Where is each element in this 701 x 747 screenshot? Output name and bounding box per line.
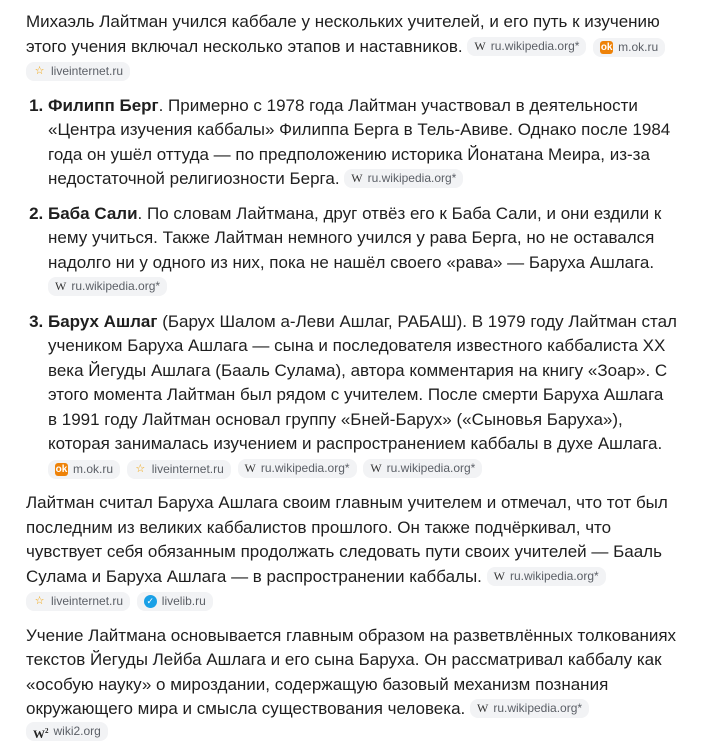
source-chip-liveinternet[interactable]: ☆ liveinternet.ru (127, 460, 231, 479)
teacher-text: (Барух Шалом а-Леви Ашлаг, РАБАШ). В 1979 году Лайтман стал учеником Баруха Ашлага — сына и последователя известного каббалиста XX века Йегуды Ашлага (Бааль Сулама), автора комментария на книгу «Зоар». С этого момента Лайтман был рядом с учителем. После смерти Баруха Ашлага в 1991 году Лайтман основал группу «Бней-Барух» («Сыновья Баруха»), которая занималась изучением и распространением каббалы в духе Ашлага. (48, 312, 677, 454)
source-chip-wiki2[interactable]: $W^2$ wiki2.org (26, 722, 108, 741)
source-chip-wikipedia[interactable]: W ru.wikipedia.org* (344, 169, 463, 188)
source-chip-liveinternet[interactable]: ☆ liveinternet.ru (26, 592, 130, 611)
wikipedia-icon: W (351, 172, 362, 185)
paragraph-2 (26, 491, 677, 614)
source-chip-wikipedia[interactable]: W ru.wikipedia.org* (467, 37, 586, 56)
teacher-text: . Примерно с 1978 года Лайтман участвовал в деятельности «Центра изучения каббалы» Филиппа Берга в Тель-Авиве. Однако после 1984 года он ушёл оттуда — по предположению историка Йонатана Меира, из-за недостаточной религиозности Берга. (48, 96, 670, 189)
wikipedia-icon: W (245, 462, 256, 475)
teacher-name: Филипп Берг (48, 96, 159, 115)
wikipedia-icon: W (474, 40, 485, 53)
source-chip-wikipedia[interactable]: W ru.wikipedia.org* (470, 699, 589, 718)
source-chip-ok[interactable]: ok m.ok.ru (48, 460, 120, 479)
wikipedia-icon: W (494, 570, 505, 583)
source-chip-wikipedia[interactable]: W ru.wikipedia.org* (487, 567, 606, 586)
wiki2-icon: $W^2$ (33, 725, 49, 738)
paragraph-3-text: Учение Лайтмана основывается главным образом на разветвлённых толкованиях текстов Йегуды Лейба Ашлага и его сына Баруха. Он рассматривал каббалу как «особую науку» о мироздании, содержащую базовый механизм познания окружающего мира и смысла существования человека. (26, 626, 676, 719)
source-chip-liveinternet[interactable]: ☆ liveinternet.ru (26, 62, 130, 81)
liveinternet-icon: ☆ (33, 65, 46, 78)
source-chip-wikipedia[interactable]: W ru.wikipedia.org* (238, 459, 357, 478)
list-item (48, 94, 677, 192)
odnoklassniki-icon: ok (600, 41, 613, 54)
liveinternet-icon: ☆ (134, 463, 147, 476)
list-item (48, 310, 677, 482)
wikipedia-icon: W (55, 280, 66, 293)
paragraph-2-text: Лайтман считал Баруха Ашлага своим главным учителем и отмечал, что тот был последним из великих каббалистов прошлого. Он также подчёркивал, что чувствует себя обязанным продолжать следовать пути своих учителей — Бааль Сулама и Баруха Ашлага — в распространении каббалы. (26, 493, 668, 586)
teachers-list (26, 94, 677, 482)
source-chip-ok[interactable]: ok m.ok.ru (593, 38, 665, 57)
wikipedia-icon: W (370, 462, 381, 475)
teacher-name: Барух Ашлаг (48, 312, 157, 331)
source-chip-wikipedia[interactable]: W ru.wikipedia.org* (48, 277, 167, 296)
paragraph-3 (26, 624, 677, 747)
livelib-icon: ✓ (144, 595, 157, 608)
odnoklassniki-icon: ok (55, 463, 68, 476)
intro-paragraph (26, 10, 677, 84)
teacher-text: . По словам Лайтмана, друг отвёз его к Баба Сали, и они ездили к нему учиться. Также Лайтман немного учился у рава Берга, но не оставался надолго ни у одного из них, пока не нашёл своего «рава» — Баруха Ашлага. (48, 204, 661, 272)
teacher-name: Баба Сали (48, 204, 138, 223)
source-chip-livelib[interactable]: ✓ livelib.ru (137, 592, 213, 611)
source-chip-wikipedia[interactable]: W ru.wikipedia.org* (363, 459, 482, 478)
list-item (48, 202, 677, 300)
wikipedia-icon: W (477, 702, 488, 715)
liveinternet-icon: ☆ (33, 595, 46, 608)
intro-text: Михаэль Лайтман учился каббале у нескольких учителей, и его путь к изучению этого учения включал несколько этапов и наставников. (26, 12, 660, 56)
